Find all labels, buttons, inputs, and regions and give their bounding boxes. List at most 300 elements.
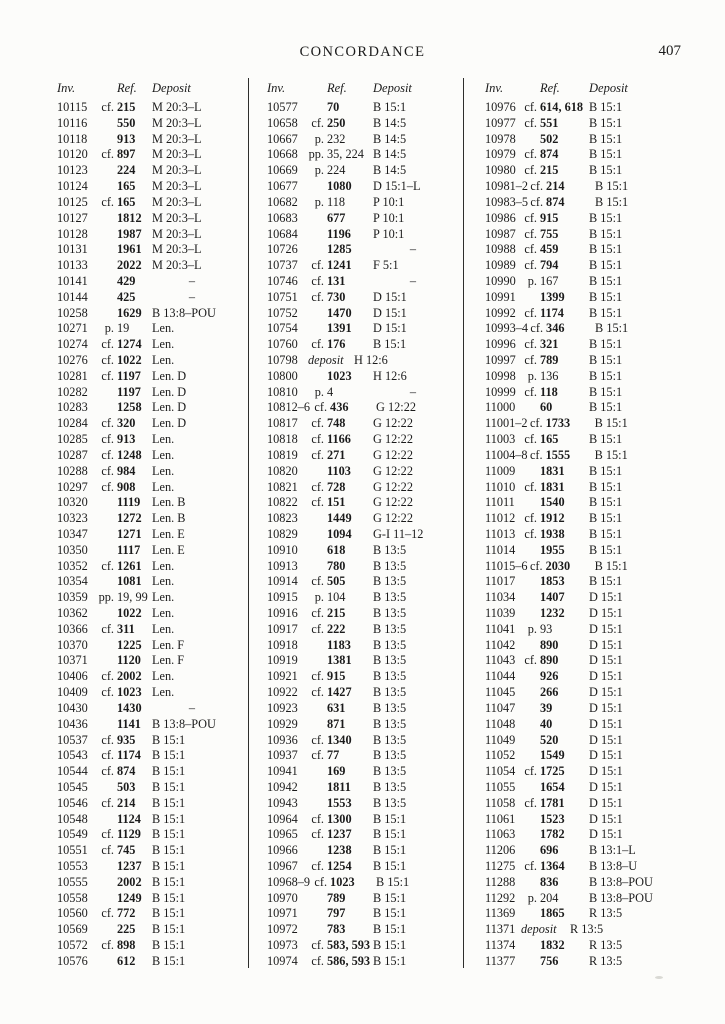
header-inv: Inv. [485, 81, 504, 95]
ref-prefix-cell [97, 132, 117, 148]
inv-cell: 10942 [267, 779, 298, 794]
deposit-cell: Len. [152, 321, 175, 336]
table-row [267, 859, 462, 875]
table-row [485, 306, 680, 322]
table-row [57, 432, 247, 448]
ref-prefix-cell: cf. [311, 732, 324, 747]
table-row [57, 717, 247, 733]
ref-cell: 1238 [327, 843, 352, 858]
inv-cell: 10141 [57, 273, 88, 288]
deposit-cell: B 13:5 [373, 669, 407, 684]
ref-prefix-cell: cf. [311, 859, 324, 873]
ref-cell: 1022 [117, 606, 142, 620]
ref-cell: 1241 [327, 258, 352, 273]
deposit-cell: B 13:5 [373, 558, 407, 573]
deposit-cell: Len. [152, 574, 175, 589]
inv-cell: 10682 [267, 194, 298, 209]
header-deposit: Deposit [373, 81, 412, 95]
inv-cell: 10658 [267, 115, 298, 130]
inv-cell: 10362 [57, 606, 88, 620]
inv-cell: 11042 [485, 637, 516, 652]
ref-prefix-cell: cf. [101, 463, 114, 478]
deposit-cell: Len. B [152, 495, 186, 510]
table-row [267, 163, 462, 179]
ref-cell: 165 [540, 432, 559, 447]
ref-prefix-cell [307, 653, 327, 669]
column-divider-2 [463, 78, 464, 968]
inv-cell: 11001–2 [485, 416, 528, 431]
ref-prefix-cell [522, 748, 540, 764]
inv-cell: 10352 [57, 558, 88, 573]
inv-cell: 10998 [485, 368, 516, 383]
ref-prefix-cell [97, 400, 117, 416]
ref-cell: 935 [117, 732, 136, 747]
ref-prefix-cell [522, 543, 540, 559]
inv-cell: 11063 [485, 827, 516, 842]
ref-prefix-cell [522, 685, 540, 701]
ref-cell: 728 [327, 479, 346, 494]
deposit-cell: P 10:1 [373, 194, 405, 209]
inv-cell: 11044 [485, 669, 516, 684]
table-row [267, 116, 462, 132]
table-row [267, 827, 462, 843]
inv-cell: 10965 [267, 827, 298, 842]
ref-cell: 696 [540, 843, 559, 858]
inv-cell: 10560 [57, 906, 88, 921]
ref-cell: 1258 [117, 400, 142, 415]
table-row [57, 211, 247, 227]
ref-cell: 551 [540, 115, 559, 130]
table-row [57, 227, 247, 243]
deposit-cell: M 20:3–L [152, 115, 202, 130]
inv-cell: 10983–5 [485, 194, 529, 209]
table-row [267, 701, 462, 717]
deposit-cell: Len. D [152, 416, 187, 431]
table-row [267, 906, 462, 922]
inv-cell: 10981–2 [485, 179, 529, 194]
inv-cell: 11000 [485, 400, 516, 415]
ref-prefix-cell: cf. [311, 811, 324, 826]
ref-prefix-cell: cf. [311, 115, 324, 130]
inv-cell: 10918 [267, 637, 298, 652]
table-row [57, 906, 247, 922]
table-row [57, 274, 247, 290]
table-row [57, 511, 247, 527]
ref-prefix-cell: cf. [101, 827, 114, 842]
deposit-cell: D 15:1 [589, 811, 623, 826]
ref-prefix-cell [307, 464, 327, 480]
inv-cell: 10752 [267, 305, 298, 320]
table-row [485, 827, 680, 843]
ref-cell: 1407 [540, 590, 565, 605]
deposit-cell: B 15:1 [152, 922, 186, 937]
ref-prefix-cell: cf. [101, 906, 114, 921]
deposit-cell: B 15:1 [373, 906, 407, 921]
column-2 [267, 80, 462, 970]
deposit-cell: Len. D [152, 368, 187, 383]
deposit-cell: B 15:1 [589, 526, 623, 541]
ref-prefix-cell: cf. [530, 194, 544, 209]
inv-cell: 10937 [267, 748, 298, 763]
ref-cell: 169 [327, 764, 346, 779]
ref-prefix-cell: cf. [524, 147, 537, 162]
table-row [485, 147, 680, 163]
inv-cell: 10555 [57, 874, 88, 889]
column-2-rows [267, 100, 462, 970]
header-deposit: Deposit [589, 81, 628, 95]
table-row [485, 179, 680, 195]
header-ref: Ref. [327, 81, 347, 95]
table-row [485, 353, 680, 369]
inv-cell: 10127 [57, 210, 88, 225]
ref-prefix-cell [97, 812, 117, 828]
ref-prefix-cell: cf. [101, 432, 114, 447]
table-row [57, 195, 247, 211]
deposit-cell: B 15:1 [152, 843, 186, 858]
inv-cell: 10133 [57, 258, 88, 273]
deposit-cell: B 13:5 [373, 732, 407, 747]
deposit-cell: B 13:5 [373, 637, 407, 652]
inv-cell: 10281 [57, 368, 88, 383]
ref-prefix-cell: p. [314, 163, 324, 178]
ref-cell: 19, 99 [117, 590, 148, 605]
deposit-cell: G 12:22 [373, 432, 413, 447]
table-row [267, 685, 462, 701]
table-row [485, 385, 680, 401]
ref-cell: 1364 [540, 859, 565, 873]
ref-prefix-cell: cf. [311, 495, 324, 510]
deposit-cell: G 12:22 [373, 463, 413, 478]
inv-cell: 10274 [57, 337, 88, 352]
deposit-cell: G 12:22 [373, 416, 413, 431]
ref-cell: 1023 [327, 368, 352, 383]
deposit-cell: G 12:22 [373, 495, 413, 510]
inv-cell: 10993–4 [485, 321, 529, 336]
inv-cell: 11041 [485, 621, 516, 636]
ref-prefix-cell: p. [314, 590, 324, 605]
deposit-cell: B 15:1 [373, 938, 407, 953]
ref-cell: 1249 [117, 890, 142, 905]
ref-prefix-cell: cf. [101, 353, 114, 367]
table-row [485, 906, 680, 922]
inv-cell: 10917 [267, 621, 298, 636]
inv-cell: 10285 [57, 432, 88, 447]
ref-cell: 1254 [327, 859, 352, 873]
table-row [267, 796, 462, 812]
ref-cell: 346 [546, 321, 565, 336]
table-row [57, 574, 247, 590]
ref-prefix-cell: cf. [529, 447, 543, 462]
table-row [485, 733, 680, 749]
ref-prefix-cell [307, 717, 327, 733]
deposit-cell: B 15:1 [152, 764, 186, 779]
inv-cell: 10919 [267, 653, 298, 668]
deposit-cell: H 12:6 [373, 368, 407, 383]
table-row [485, 638, 680, 654]
deposit-cell: B 15:1 [373, 337, 407, 352]
ref-cell: 1553 [327, 795, 352, 810]
deposit-cell: B 15:1 [373, 843, 407, 858]
ref-prefix-cell [307, 369, 327, 385]
deposit-cell: B 14:5 [373, 131, 407, 146]
ref-prefix-cell: cf. [101, 843, 114, 858]
ref-prefix-cell: cf. [311, 447, 324, 462]
table-row [267, 764, 462, 780]
inv-cell: 11374 [485, 938, 516, 953]
inv-cell: 10677 [267, 179, 298, 194]
column-divider-1 [248, 78, 249, 968]
deposit-cell: B 15:1 [589, 115, 623, 130]
ref-cell: 836 [540, 874, 559, 889]
ref-cell: 890 [540, 637, 559, 652]
inv-cell: 10125 [57, 194, 88, 209]
inv-cell: 10976 [485, 100, 516, 114]
deposit-cell: M 20:3–L [152, 226, 202, 241]
deposit-cell: B 13:5 [373, 716, 407, 731]
table-row [57, 685, 247, 701]
deposit-cell: B 15:1 [595, 321, 629, 336]
deposit-cell: D 15:1 [373, 321, 407, 336]
table-row [485, 543, 680, 559]
inv-cell: 10754 [267, 321, 298, 336]
deposit-cell: B 13:5 [373, 606, 407, 620]
inv-cell: 10922 [267, 685, 298, 700]
inv-cell: 11039 [485, 606, 516, 620]
ref-cell: 871 [327, 716, 346, 731]
ref-cell: 1248 [117, 447, 142, 462]
deposit-cell: Len. [152, 621, 175, 636]
table-row [485, 337, 680, 353]
ref-cell: 915 [540, 210, 559, 225]
table-row [57, 812, 247, 828]
table-row [485, 669, 680, 685]
ref-prefix-cell [522, 701, 540, 717]
ref-prefix-cell: cf. [311, 337, 324, 352]
header-spacer [307, 80, 327, 96]
ref-prefix-cell: cf. [524, 764, 537, 779]
ref-cell: 429 [117, 273, 136, 288]
inv-cell: 10989 [485, 258, 516, 273]
inv-cell: 11292 [485, 890, 516, 905]
ref-prefix-cell: p. [314, 384, 324, 399]
table-row [485, 116, 680, 132]
ref-prefix-cell: cf. [524, 100, 537, 114]
table-row [57, 938, 247, 954]
deposit-cell: B 13:8–POU [589, 890, 653, 905]
ref-cell: 1832 [540, 938, 565, 953]
ref-prefix-cell: cf. [311, 606, 324, 620]
ref-cell: 425 [117, 289, 136, 304]
inv-cell: 10667 [267, 131, 298, 146]
ref-prefix-cell: cf. [524, 115, 537, 130]
table-row [485, 812, 680, 828]
ref-prefix-cell [97, 875, 117, 891]
ref-prefix-cell: cf. [311, 416, 324, 431]
ref-cell: deposit [521, 922, 557, 937]
deposit-cell: B 15:1 [373, 890, 407, 905]
table-row [485, 258, 680, 274]
inv-cell: 10821 [267, 479, 298, 494]
deposit-cell: B 15:1 [589, 163, 623, 178]
deposit-cell: – [409, 242, 417, 257]
table-row [57, 416, 247, 432]
ref-cell: 1023 [117, 685, 142, 700]
column-2-header [267, 80, 462, 96]
deposit-cell: B 15:1 [589, 400, 623, 415]
deposit-cell: Len. [152, 606, 175, 620]
deposit-cell: Len. [152, 590, 175, 605]
table-row [57, 559, 247, 575]
ref-prefix-cell: cf. [314, 400, 328, 415]
ref-cell: 1549 [540, 748, 565, 763]
ref-prefix-cell [97, 242, 117, 258]
table-row [57, 527, 247, 543]
table-row [57, 464, 247, 480]
deposit-cell: D 15:1 [589, 637, 623, 652]
inv-cell: 10436 [57, 716, 88, 731]
deposit-cell: B 15:1 [373, 811, 407, 826]
ref-prefix-cell: p. [104, 321, 114, 336]
inv-cell: 10760 [267, 337, 298, 352]
inv-cell: 10972 [267, 922, 298, 937]
table-row [267, 717, 462, 733]
inv-cell: 11011 [485, 495, 515, 510]
ref-cell: 503 [117, 779, 136, 794]
ref-prefix-cell: cf. [524, 479, 537, 494]
column-3-rows [485, 100, 680, 970]
table-row [57, 638, 247, 654]
inv-cell: 10537 [57, 732, 88, 747]
deposit-cell: B 15:1 [589, 305, 623, 320]
deposit-cell: Len. D [152, 400, 187, 415]
inv-cell: 11012 [485, 511, 516, 526]
ref-cell: 1166 [327, 432, 351, 447]
ref-prefix-cell [522, 843, 540, 859]
deposit-cell: B 15:1 [152, 732, 186, 747]
ref-cell: 908 [117, 479, 136, 494]
ref-cell: 794 [540, 258, 559, 273]
ref-prefix-cell [97, 859, 117, 875]
ref-prefix-cell [97, 527, 117, 543]
table-row [57, 369, 247, 385]
ref-prefix-cell: cf. [101, 748, 114, 763]
inv-cell: 11009 [485, 463, 516, 478]
ref-prefix-cell: cf. [524, 653, 537, 668]
deposit-cell: Len. E [152, 542, 185, 557]
column-1 [57, 80, 247, 970]
ref-prefix-cell [522, 400, 540, 416]
deposit-cell: B 15:1 [589, 337, 623, 352]
inv-cell: 11004–8 [485, 447, 528, 462]
table-row [485, 495, 680, 511]
table-row [485, 843, 680, 859]
inv-cell: 10430 [57, 700, 88, 715]
inv-cell: 10971 [267, 906, 298, 921]
deposit-cell: D 15:1 [589, 827, 623, 842]
ref-prefix-cell: cf. [524, 305, 537, 320]
inv-cell: 11013 [485, 526, 516, 541]
ref-cell: 1540 [540, 495, 565, 510]
ref-prefix-cell: cf. [101, 479, 114, 494]
inv-cell: 10829 [267, 526, 298, 541]
table-row [485, 464, 680, 480]
ref-prefix-cell [522, 132, 540, 148]
ref-cell: 215 [540, 163, 559, 178]
deposit-cell: B 13:5 [373, 590, 407, 605]
inv-cell: 11377 [485, 953, 516, 968]
inv-cell: 10549 [57, 827, 88, 842]
ref-cell: 502 [540, 131, 559, 146]
table-row [57, 875, 247, 891]
ref-prefix-cell: cf. [524, 526, 537, 541]
ref-prefix-cell [522, 875, 540, 891]
deposit-cell: M 20:3–L [152, 147, 202, 162]
table-row [485, 195, 680, 211]
table-row [485, 274, 680, 290]
deposit-cell: B 15:1 [594, 416, 628, 431]
header-ref: Ref. [117, 81, 137, 95]
ref-cell: 1183 [327, 637, 351, 652]
table-row [485, 938, 680, 954]
ref-cell: 1271 [117, 526, 142, 541]
ref-prefix-cell: cf. [311, 621, 324, 636]
table-row [485, 780, 680, 796]
inv-cell: 10964 [267, 811, 298, 826]
deposit-cell: B 15:1 [589, 226, 623, 241]
deposit-cell: B 15:1 [589, 100, 623, 114]
ref-prefix-cell: cf. [311, 748, 324, 763]
ref-cell: 890 [540, 653, 559, 668]
deposit-cell: M 20:3–L [152, 131, 202, 146]
table-row [267, 574, 462, 590]
ref-prefix-cell [97, 163, 117, 179]
table-row [267, 511, 462, 527]
ref-cell: 165 [117, 179, 136, 194]
table-row [267, 780, 462, 796]
deposit-cell: D 15:1 [589, 748, 623, 763]
table-row [267, 875, 462, 891]
inv-cell: 10558 [57, 890, 88, 905]
ref-prefix-cell [307, 796, 327, 812]
deposit-cell: Len. [152, 432, 175, 447]
inv-cell: 11045 [485, 685, 516, 700]
deposit-cell: B 15:1 [152, 779, 186, 794]
ref-cell: 167 [540, 273, 559, 288]
ref-cell: 677 [327, 210, 346, 225]
ref-prefix-cell: cf. [101, 194, 114, 209]
table-row [57, 132, 247, 148]
table-row [485, 211, 680, 227]
header-spacer [522, 80, 540, 96]
ref-prefix-cell [307, 559, 327, 575]
ref-cell: 215 [327, 606, 346, 620]
inv-cell: 10131 [57, 242, 88, 257]
ref-cell: 789 [327, 890, 346, 905]
table-row [57, 748, 247, 764]
inv-cell: 10941 [267, 764, 298, 779]
deposit-cell: G 12:22 [373, 447, 413, 462]
inv-cell: 10812–6 [267, 400, 311, 415]
ref-cell: 1427 [327, 685, 352, 700]
ref-cell: 225 [117, 922, 136, 937]
ref-cell: 60 [540, 400, 553, 415]
ref-prefix-cell [307, 701, 327, 717]
table-row [267, 242, 462, 258]
ref-prefix-cell: cf. [101, 764, 114, 779]
ref-cell: 1865 [540, 906, 565, 921]
deposit-cell: D 15:1 [589, 795, 623, 810]
ref-cell: 1174 [117, 748, 141, 763]
